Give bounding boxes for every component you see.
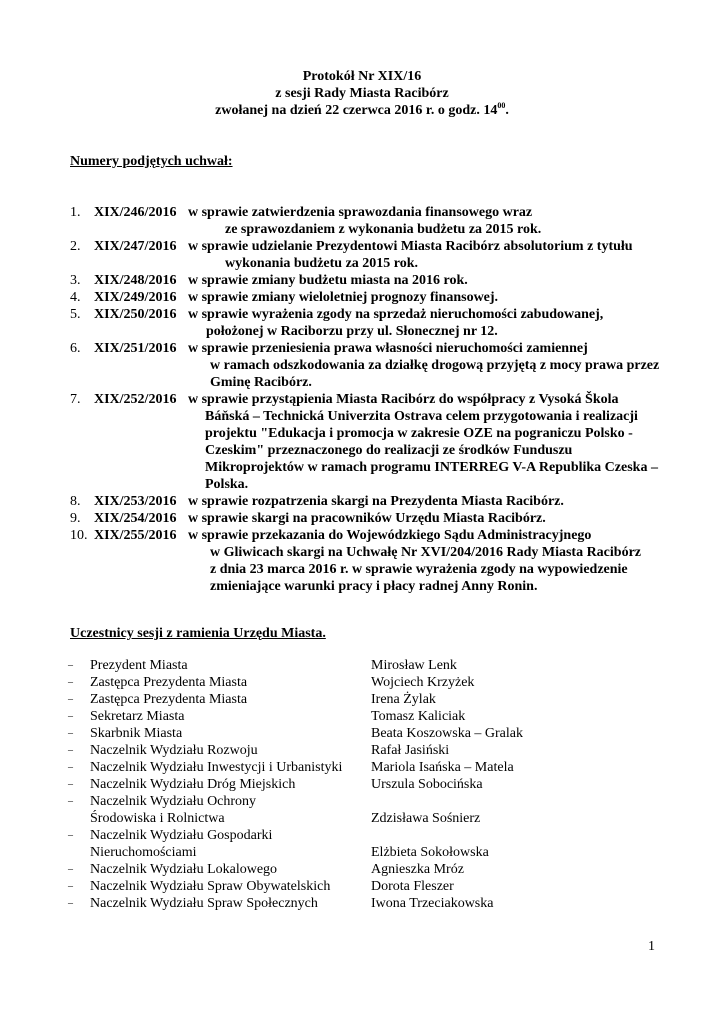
bullet-dash: – bbox=[68, 660, 73, 671]
bullet-dash: – bbox=[68, 677, 73, 688]
resolution-text-line: ze sprawozdaniem z wykonania budżetu za 2015 rok. bbox=[225, 222, 542, 237]
participant-role: Naczelnik Wydziału Spraw Społecznych bbox=[90, 896, 318, 911]
resolution-text-line: wykonania budżetu za 2015 rok. bbox=[225, 256, 419, 271]
resolutions-list bbox=[70, 204, 670, 595]
participant-row bbox=[68, 725, 668, 742]
participant-role: Prezydent Miasta bbox=[90, 658, 188, 673]
participant-name: Rafał Jasiński bbox=[371, 743, 450, 758]
resolution-text-line: położonej w Raciborzu przy ul. Słonecznej nr 12. bbox=[206, 324, 498, 339]
participant-role: Skarbnik Miasta bbox=[90, 726, 183, 741]
resolution-item bbox=[70, 238, 670, 272]
resolution-number: 1. bbox=[70, 205, 81, 220]
resolution-code: XIX/255/2016 bbox=[94, 528, 177, 543]
resolution-text-line: Czeskim" przeznaczonego do realizacji ze środków Funduszu bbox=[205, 443, 573, 458]
resolution-item bbox=[70, 510, 670, 527]
resolution-text-line: w sprawie skargi na pracowników Urzędu Miasta Racibórz. bbox=[188, 511, 546, 526]
resolution-text-line: w sprawie przekazania do Wojewódzkiego Sądu Administracyjnego bbox=[188, 528, 592, 543]
resolution-code: XIX/253/2016 bbox=[94, 494, 177, 509]
resolution-number: 10. bbox=[70, 528, 88, 543]
bullet-dash: – bbox=[68, 864, 73, 875]
bullet-dash: – bbox=[68, 728, 73, 739]
participant-row bbox=[68, 708, 668, 725]
resolution-text-line: w sprawie zmiany wieloletniej prognozy finansowej. bbox=[188, 290, 499, 305]
participants-list bbox=[68, 657, 668, 912]
participant-role: Naczelnik Wydziału Ochrony bbox=[90, 794, 257, 809]
resolution-text-line: w sprawie zmiany budżetu miasta na 2016 rok. bbox=[188, 273, 468, 288]
resolution-text-line: w sprawie zatwierdzenia sprawozdania finansowego wraz bbox=[188, 205, 533, 220]
resolution-text-line: projektu "Edukacja i promocja w zakresie OZE na pograniczu Polsko - bbox=[205, 426, 633, 441]
participant-name: Dorota Fleszer bbox=[371, 879, 454, 894]
resolution-number: 7. bbox=[70, 392, 81, 407]
participant-row bbox=[68, 657, 668, 674]
participant-role: Naczelnik Wydziału Rozwoju bbox=[90, 743, 258, 758]
participant-name: Iwona Trzeciakowska bbox=[371, 896, 494, 911]
participant-name: Mirosław Lenk bbox=[371, 658, 457, 673]
participant-role: Zastępca Prezydenta Miasta bbox=[90, 675, 248, 690]
bullet-dash: – bbox=[68, 762, 73, 773]
participant-role: Środowiska i Rolnictwa bbox=[90, 811, 225, 826]
document-header bbox=[0, 68, 724, 119]
participant-role: Naczelnik Wydziału Inwestycji i Urbanistyki bbox=[90, 760, 343, 775]
participant-role: Nieruchomościami bbox=[90, 845, 197, 860]
resolution-number: 3. bbox=[70, 273, 81, 288]
resolution-code: XIX/252/2016 bbox=[94, 392, 177, 407]
session-subtitle: z sesji Rady Miasta Racibórz bbox=[275, 86, 449, 101]
resolution-code: XIX/254/2016 bbox=[94, 511, 177, 526]
resolution-text-line: w sprawie przystąpienia Miasta Racibórz do współpracy z Vysoká Škola bbox=[188, 392, 619, 407]
participant-row bbox=[68, 674, 668, 691]
resolution-text-line: z dnia 23 marca 2016 r. w sprawie wyrażenia zgody na wypowiedzenie bbox=[210, 562, 628, 577]
participant-name: Irena Żylak bbox=[371, 692, 436, 707]
participant-row bbox=[68, 776, 668, 793]
participant-name: Zdzisława Sośnierz bbox=[371, 811, 481, 826]
participant-row bbox=[68, 742, 668, 759]
session-date: zwołanej na dzień 22 czerwca 2016 r. o godz. $14^{00}$. bbox=[215, 101, 509, 118]
resolution-number: 5. bbox=[70, 307, 81, 322]
bullet-dash: – bbox=[68, 881, 73, 892]
resolution-item bbox=[70, 527, 670, 595]
bullet-dash: – bbox=[68, 694, 73, 705]
resolution-item bbox=[70, 272, 670, 289]
participant-name: Tomasz Kaliciak bbox=[371, 709, 466, 724]
resolution-item bbox=[70, 391, 670, 493]
resolution-text-line: w sprawie przeniesienia prawa własności nieruchomości zamiennej bbox=[188, 341, 588, 356]
participant-name: Elżbieta Sokołowska bbox=[371, 845, 489, 860]
participant-name: Agnieszka Mróz bbox=[371, 862, 464, 877]
bullet-dash: – bbox=[68, 745, 73, 756]
resolution-text-line: Báňská – Technická Univerzita Ostrava celem przygotowania i realizacji bbox=[205, 409, 638, 424]
participant-row bbox=[68, 759, 668, 776]
resolution-text-line: zmieniające warunki pracy i płacy radnej Anny Ronin. bbox=[210, 579, 538, 594]
bullet-dash: – bbox=[68, 830, 73, 841]
resolution-item bbox=[70, 493, 670, 510]
resolution-text-line: w sprawie wyrażenia zgody na sprzedaż nieruchomości zabudowanej, bbox=[188, 307, 604, 322]
resolution-item bbox=[70, 340, 670, 391]
participant-name: Urszula Sobocińska bbox=[371, 777, 483, 792]
page-number: 1 bbox=[648, 939, 655, 954]
participant-row bbox=[68, 878, 668, 895]
resolution-text-line: w sprawie udzielanie Prezydentowi Miasta Racibórz absolutorium z tytułu bbox=[188, 239, 633, 254]
participant-role: Naczelnik Wydziału Spraw Obywatelskich bbox=[90, 879, 331, 894]
participant-row bbox=[68, 827, 668, 861]
resolution-code: XIX/248/2016 bbox=[94, 273, 177, 288]
participant-row bbox=[68, 691, 668, 708]
participant-row bbox=[68, 861, 668, 878]
participant-row bbox=[68, 793, 668, 827]
resolution-number: 8. bbox=[70, 494, 81, 509]
resolution-code: XIX/250/2016 bbox=[94, 307, 177, 322]
bullet-dash: – bbox=[68, 898, 73, 909]
resolution-code: XIX/246/2016 bbox=[94, 205, 177, 220]
resolution-item bbox=[70, 306, 670, 340]
protocol-title: Protokół Nr XIX/16 bbox=[302, 69, 422, 84]
resolution-item bbox=[70, 289, 670, 306]
resolution-text-line: w Gliwicach skargi na Uchwałę Nr XVI/204/2016 Rady Miasta Racibórz bbox=[210, 545, 641, 560]
resolution-number: 2. bbox=[70, 239, 81, 254]
resolution-text-line: Mikroprojektów w ramach programu INTERREG V-A Republika Czeska – bbox=[205, 460, 658, 475]
participant-name: Mariola Isańska – Matela bbox=[371, 760, 514, 775]
resolutions-heading: Numery podjętych uchwał: bbox=[70, 154, 233, 169]
participants-heading: Uczestnicy sesji z ramienia Urzędu Miasta. bbox=[70, 626, 326, 641]
participant-name: Beata Koszowska – Gralak bbox=[371, 726, 524, 741]
resolution-item bbox=[70, 204, 670, 238]
bullet-dash: – bbox=[68, 711, 73, 722]
participant-role: Zastępca Prezydenta Miasta bbox=[90, 692, 248, 707]
bullet-dash: – bbox=[68, 796, 73, 807]
resolution-number: 6. bbox=[70, 341, 81, 356]
resolution-text-line: w sprawie rozpatrzenia skargi na Prezydenta Miasta Racibórz. bbox=[188, 494, 564, 509]
resolution-text-line: Polska. bbox=[205, 477, 249, 492]
bullet-dash: – bbox=[68, 779, 73, 790]
participant-role: Naczelnik Wydziału Gospodarki bbox=[90, 828, 273, 843]
resolution-text-line: w ramach odszkodowania za działkę drogową przyjętą z mocy prawa przez bbox=[210, 358, 660, 373]
resolution-text-line: Gminę Racibórz. bbox=[210, 375, 312, 390]
resolution-code: XIX/251/2016 bbox=[94, 341, 177, 356]
participant-role: Sekretarz Miasta bbox=[90, 709, 185, 724]
resolution-code: XIX/249/2016 bbox=[94, 290, 177, 305]
resolution-code: XIX/247/2016 bbox=[94, 239, 177, 254]
participant-name: Wojciech Krzyżek bbox=[371, 675, 475, 690]
resolution-number: 9. bbox=[70, 511, 81, 526]
participant-row bbox=[68, 895, 668, 912]
participant-role: Naczelnik Wydziału Dróg Miejskich bbox=[90, 777, 296, 792]
participant-role: Naczelnik Wydziału Lokalowego bbox=[90, 862, 278, 877]
resolution-number: 4. bbox=[70, 290, 81, 305]
